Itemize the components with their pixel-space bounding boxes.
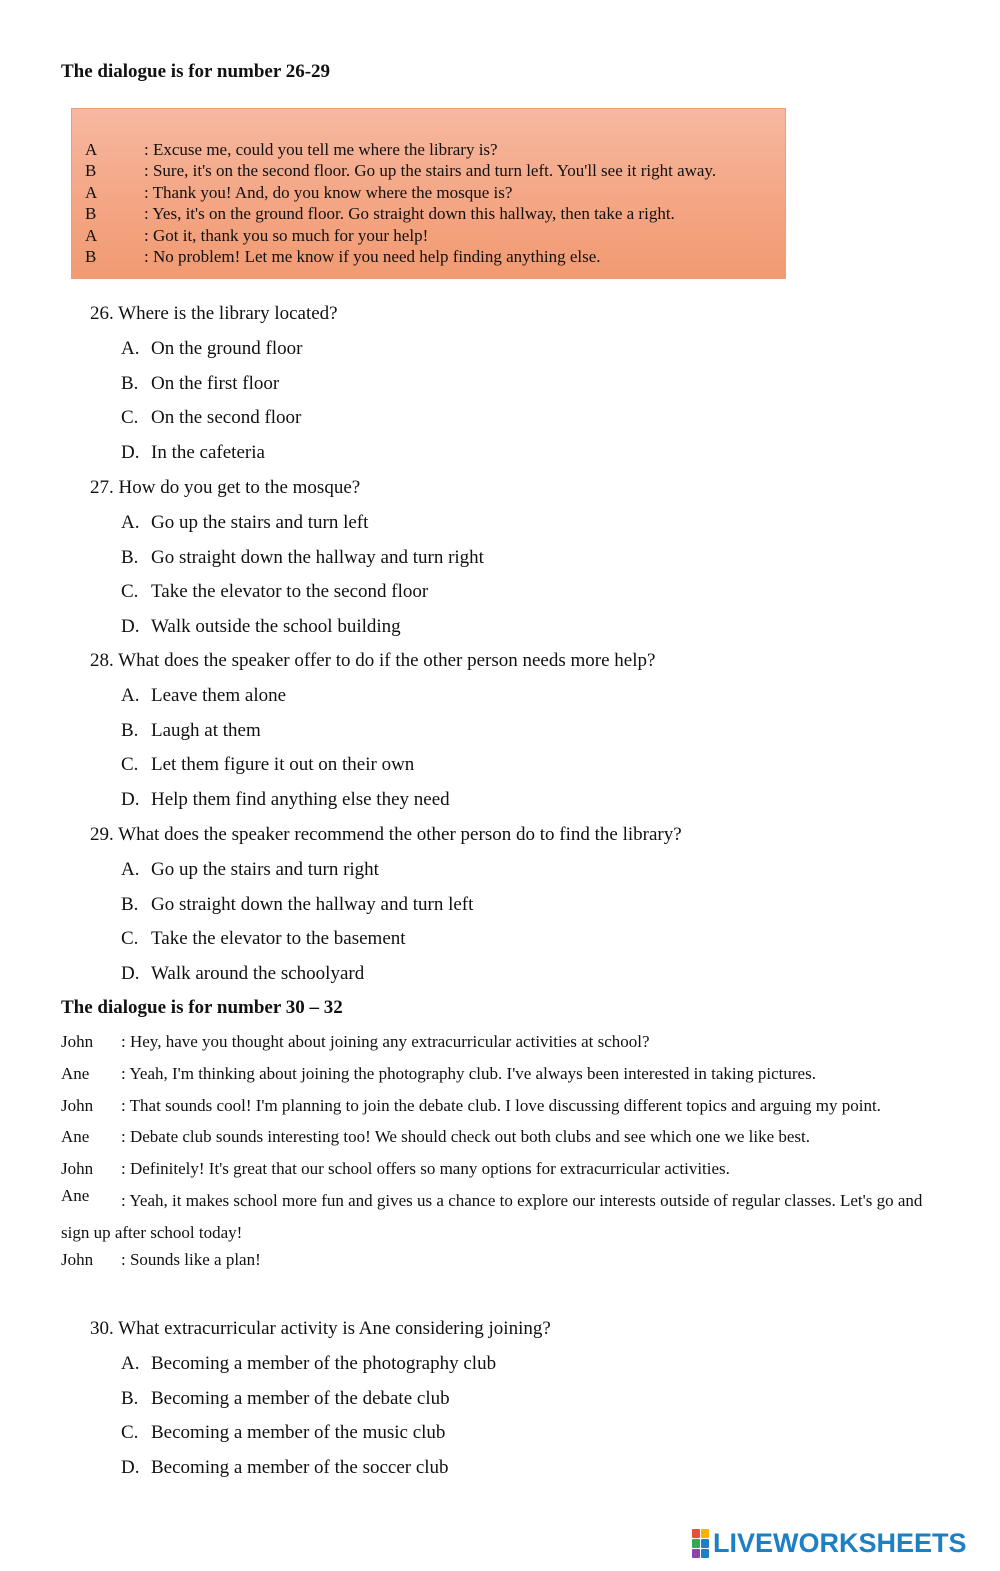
option-letter: B. — [121, 719, 139, 741]
option-text: Becoming a member of the photography club — [151, 1353, 497, 1374]
dialogue-line — [72, 139, 785, 160]
option-b[interactable] — [121, 1388, 496, 1423]
dialogue-text: : Yes, it's on the ground floor. Go straight down this hallway, then take a right. — [144, 204, 675, 224]
option-letter: A. — [121, 685, 140, 706]
option-a[interactable] — [121, 685, 450, 720]
speaker-label: John — [61, 1159, 94, 1179]
option-text: Help them find anything else they need — [151, 789, 450, 811]
option-text: On the first floor — [151, 372, 280, 394]
option-letter: A. — [121, 338, 140, 359]
option-c[interactable] — [121, 581, 484, 616]
option-c[interactable] — [121, 1422, 496, 1457]
option-text: Go up the stairs and turn right — [151, 859, 379, 880]
options-29 — [121, 859, 473, 998]
option-d[interactable] — [121, 1457, 496, 1492]
speaker-label: John — [61, 1249, 94, 1269]
section-heading-30-32: The dialogue is for number 30 – 32 — [61, 997, 343, 1018]
option-text: Go straight down the hallway and turn left — [151, 893, 474, 915]
option-text: Go straight down the hallway and turn right — [151, 546, 484, 568]
option-letter: D. — [121, 616, 140, 638]
speaker-label: Ane — [61, 1185, 90, 1205]
option-letter: C. — [121, 581, 139, 603]
liveworksheets-logo — [692, 1528, 967, 1558]
question-number: 28. — [90, 650, 114, 671]
dialogue-text: : No problem! Let me know if you need help finding anything else. — [144, 246, 601, 266]
logo-mark-icon — [692, 1529, 709, 1558]
option-a[interactable] — [121, 338, 302, 373]
dialogue-text: : Hey, have you thought about joining any extracurricular activities at school? — [121, 1032, 650, 1051]
question-number: 27. — [90, 477, 114, 498]
options-26 — [121, 338, 302, 477]
option-a[interactable] — [121, 512, 484, 547]
option-letter: A. — [121, 512, 140, 533]
option-text: On the second floor — [151, 407, 302, 429]
option-text: Becoming a member of the debate club — [151, 1387, 450, 1409]
dialogue-line — [72, 246, 785, 267]
option-b[interactable] — [121, 373, 302, 408]
dialogue-line — [61, 1031, 946, 1063]
option-letter: B. — [121, 372, 139, 394]
dialogue-line — [72, 160, 785, 181]
option-letter: B. — [121, 893, 139, 915]
option-letter: C. — [121, 407, 139, 429]
question-text: How do you get to the mosque? — [118, 477, 361, 498]
dialogue-line — [72, 225, 785, 246]
section-heading-26-29: The dialogue is for number 26-29 — [61, 61, 331, 82]
dialogue-line — [61, 1063, 946, 1095]
brand-text: LIVEWORKSHEETS — [713, 1527, 967, 1558]
option-b[interactable] — [121, 547, 484, 582]
speaker-label: Ane — [61, 1127, 90, 1147]
option-letter: A. — [121, 1353, 140, 1374]
question-number: 30. — [90, 1318, 114, 1339]
option-letter: D. — [121, 789, 140, 811]
question-29 — [90, 824, 682, 846]
logo-block — [692, 1549, 700, 1558]
question-text: Where is the library located? — [118, 303, 338, 324]
option-d[interactable] — [121, 963, 473, 998]
logo-block — [692, 1529, 700, 1538]
logo-block — [701, 1529, 709, 1538]
speaker-label: B — [85, 161, 97, 181]
dialogue-text: : Thank you! And, do you know where the mosque is? — [144, 182, 513, 202]
options-30 — [121, 1353, 496, 1492]
question-text: What extracurricular activity is Ane considering joining? — [118, 1318, 551, 1339]
option-d[interactable] — [121, 789, 450, 824]
option-letter: C. — [121, 1422, 139, 1444]
dialogue-line — [72, 203, 785, 224]
question-text: What does the speaker offer to do if the other person needs more help? — [118, 650, 656, 671]
option-d[interactable] — [121, 442, 302, 477]
option-letter: C. — [121, 754, 139, 776]
speaker-label: John — [61, 1095, 94, 1115]
question-number: 29. — [90, 824, 114, 845]
conversation — [61, 1031, 946, 1281]
dialogue-text: : Yeah, I'm thinking about joining the photography club. I've always been interested in taking pictures. — [121, 1063, 816, 1083]
speaker-label: A — [85, 140, 98, 159]
option-b[interactable] — [121, 894, 473, 929]
speaker-label: B — [85, 246, 97, 266]
logo-block — [701, 1539, 709, 1548]
option-letter: D. — [121, 963, 140, 985]
options-28 — [121, 685, 450, 824]
option-b[interactable] — [121, 720, 450, 755]
speaker-label: A — [85, 225, 98, 245]
dialogue-text: : Definitely! It's great that our school offers so many options for extracurricular activities. — [121, 1159, 730, 1179]
option-letter: B. — [121, 546, 139, 568]
option-letter: D. — [121, 1457, 140, 1479]
speaker-label: B — [85, 204, 97, 224]
option-text: In the cafeteria — [151, 442, 265, 464]
option-text: Walk outside the school building — [151, 616, 401, 638]
dialogue-box — [71, 108, 786, 279]
dialogue-text: : That sounds cool! I'm planning to join the debate club. I love discussing different topics and arguing my point. — [121, 1095, 881, 1115]
speaker-label: Ane — [61, 1063, 90, 1083]
option-text: Becoming a member of the music club — [151, 1422, 446, 1444]
option-text: On the ground floor — [151, 338, 303, 359]
option-c[interactable] — [121, 754, 450, 789]
question-number: 26. — [90, 303, 114, 324]
option-c[interactable] — [121, 928, 473, 963]
option-text: Leave them alone — [151, 685, 287, 706]
question-28 — [90, 650, 655, 672]
option-text: Take the elevator to the basement — [151, 928, 406, 950]
dialogue-text: : Sounds like a plan! — [121, 1249, 261, 1269]
option-a[interactable] — [121, 1353, 496, 1388]
option-text: Walk around the schoolyard — [151, 963, 365, 985]
option-a[interactable] — [121, 859, 473, 894]
dialogue-line — [72, 182, 785, 203]
option-letter: C. — [121, 928, 139, 950]
speaker-label: John — [61, 1032, 94, 1051]
option-letter: A. — [121, 859, 140, 880]
speaker-label: A — [85, 182, 98, 202]
dialogue-text: : Excuse me, could you tell me where the library is? — [144, 140, 498, 159]
question-27 — [90, 477, 360, 499]
dialogue-text: : Sure, it's on the second floor. Go up the stairs and turn left. You'll see it right away. — [144, 161, 717, 181]
dialogue-text: : Debate club sounds interesting too! We should check out both clubs and see which one we like best. — [121, 1127, 811, 1147]
question-26 — [90, 303, 338, 325]
option-letter: D. — [121, 442, 140, 464]
dialogue-line — [61, 1185, 946, 1249]
option-text: Let them figure it out on their own — [151, 754, 415, 776]
dialogue-line — [61, 1095, 946, 1127]
question-30 — [90, 1318, 551, 1340]
option-d[interactable] — [121, 616, 484, 651]
option-letter: B. — [121, 1387, 139, 1409]
option-text: Go up the stairs and turn left — [151, 512, 369, 533]
option-text: Becoming a member of the soccer club — [151, 1457, 449, 1479]
options-27 — [121, 512, 484, 651]
option-text: Take the elevator to the second floor — [151, 581, 429, 603]
dialogue-text: : Yeah, it makes school more fun and gives us a chance to explore our interests outside of regular classes. Let's go and sign up after school today! — [61, 1190, 923, 1242]
logo-block — [701, 1549, 709, 1558]
option-c[interactable] — [121, 407, 302, 442]
dialogue-line — [61, 1249, 946, 1281]
question-text: What does the speaker recommend the other person do to find the library? — [118, 824, 682, 845]
logo-block — [692, 1539, 700, 1548]
option-text: Laugh at them — [151, 719, 261, 741]
dialogue-line — [61, 1126, 946, 1158]
dialogue-text: : Got it, thank you so much for your help! — [144, 225, 429, 245]
